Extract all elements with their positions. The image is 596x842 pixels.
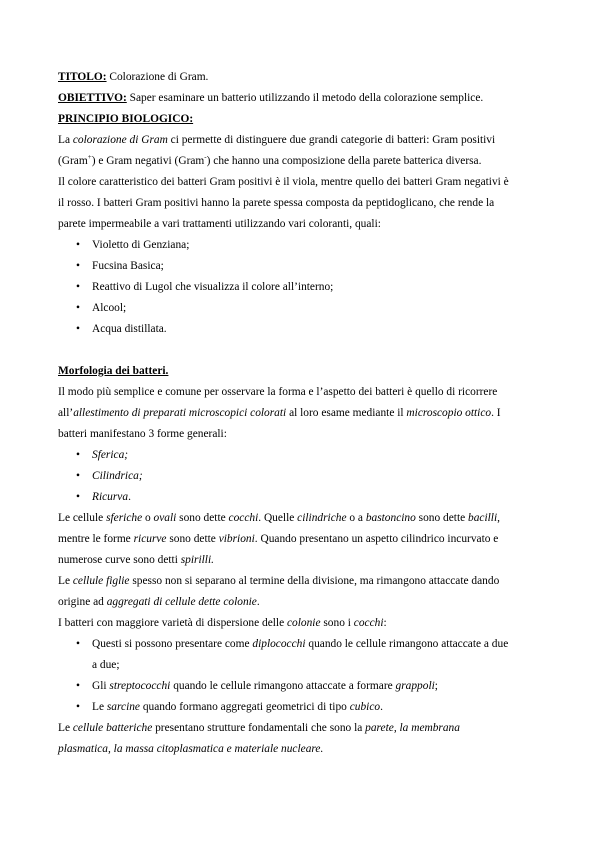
text-run-italic: ovali <box>153 512 177 524</box>
text-run: Le <box>92 701 107 713</box>
text-run: quando le cellule rimangono attaccate a due <box>305 638 509 650</box>
text-run: . <box>380 701 383 713</box>
title-label: TITOLO: <box>58 71 107 83</box>
text-run-italic: cocchi <box>228 512 259 524</box>
morphology-line-1: Il modo più semplice e comune per osservare la forma e l’aspetto dei batteri è quello di ricorrere <box>58 386 498 398</box>
text-run-italic: cilindriche <box>297 512 347 524</box>
bullet-icon: • <box>76 449 80 461</box>
text-run: (Gram <box>58 155 88 167</box>
list-item-text: Reattivo di Lugol che visualizza il colore all’interno; <box>92 281 334 293</box>
morphology-p2-line-1 <box>58 508 544 529</box>
text-run: I batteri con maggiore varietà di dispersione delle <box>58 617 287 629</box>
text-run-italic: plasmatica, la massa citoplasmatica e materiale nucleare. <box>58 743 324 755</box>
text-run: sono dette <box>415 512 469 524</box>
text-run-italic: sferiche <box>106 512 143 524</box>
text-run: Gli <box>92 680 110 692</box>
document-page <box>58 67 544 760</box>
bullet-icon: • <box>76 680 80 692</box>
text-run: ci permette di distinguere due grandi categorie di batteri: Gram positivi <box>167 134 496 146</box>
morphology-p2-line-3 <box>58 550 544 571</box>
list-item <box>58 298 544 319</box>
bullet-icon: • <box>76 323 80 335</box>
text-run: ; <box>434 680 438 692</box>
text-run: quando formano aggregati geometrici di tipo <box>139 701 350 713</box>
text-run-italic: grappoli <box>395 680 435 692</box>
objective-label: OBIETTIVO: <box>58 92 127 104</box>
text-run-italic: microscopio ottico <box>406 407 492 419</box>
text-run: all’ <box>58 407 74 419</box>
list-item <box>58 697 544 718</box>
text-run-italic: cellule figlie <box>72 575 130 587</box>
morphology-heading: Morfologia dei batteri. <box>58 365 169 377</box>
list-item-text: Violetto di Genziana; <box>92 239 190 251</box>
shapes-list <box>58 445 544 508</box>
text-run-italic: streptococchi <box>109 680 171 692</box>
list-item <box>58 277 544 298</box>
list-item <box>58 487 544 508</box>
morphology-p3-line-2 <box>58 592 544 613</box>
text-run: sono dette <box>166 533 219 545</box>
list-item <box>58 256 544 277</box>
text-run: . Quando presentano un aspetto cilindrico incurvato e <box>254 533 499 545</box>
principle-line-5: parete impermeabile a vari trattamenti utilizzando vari coloranti, quali: <box>58 218 381 230</box>
list-item-continuation: a due; <box>92 659 120 671</box>
text-run: mentre le forme <box>58 533 134 545</box>
list-item-text: Alcool; <box>92 302 127 314</box>
text-run: ) che hanno una composizione della parete batterica diversa. <box>206 155 482 167</box>
text-run: al loro esame mediante il <box>286 407 407 419</box>
reagent-list <box>58 235 544 340</box>
list-item <box>58 634 544 655</box>
text-run-italic: colonie <box>287 617 321 629</box>
list-item <box>58 676 544 697</box>
text-run: . I <box>491 407 501 419</box>
title-line <box>58 67 544 88</box>
bullet-icon: • <box>76 302 80 314</box>
blank-line <box>58 340 544 361</box>
morphology-line-2 <box>58 403 544 424</box>
text-run: Le <box>58 722 73 734</box>
list-item <box>58 466 544 487</box>
morphology-p2-line-2 <box>58 529 544 550</box>
text-run: origine ad <box>58 596 107 608</box>
text-run-italic: vibrioni <box>218 533 255 545</box>
text-run: sono dette <box>176 512 229 524</box>
text-run: Questi si possono presentare come <box>92 638 253 650</box>
bullet-icon: • <box>76 281 80 293</box>
text-run: numerose curve sono detti <box>58 554 181 566</box>
text-run: spesso non si separano al termine della divisione, ma rimangono attaccate dando <box>129 575 500 587</box>
morphology-line-3: batteri manifestano 3 forme generali: <box>58 428 227 440</box>
text-run-italic: ricurve <box>133 533 167 545</box>
principle-line-1 <box>58 130 544 151</box>
text-run: Le cellule <box>58 512 107 524</box>
text-run: , <box>497 512 500 524</box>
text-run: o <box>142 512 154 524</box>
principle-line-4: il rosso. I batteri Gram positivi hanno la parete spessa composta da peptidoglicano, che rende la <box>58 197 495 209</box>
morphology-p5-line-2 <box>58 739 544 760</box>
text-run: presentano strutture fondamentali che sono la <box>152 722 366 734</box>
text-run: quando le cellule rimangono attaccate a formare <box>170 680 396 692</box>
text-run: . Quelle <box>258 512 298 524</box>
text-run: ) e Gram negativi (Gram <box>91 155 205 167</box>
list-item-text: Sferica; <box>92 449 129 461</box>
text-run-italic: cubico <box>349 701 381 713</box>
list-item-text: Acqua distillata. <box>92 323 167 335</box>
text-run-italic: bastoncino <box>365 512 416 524</box>
text-run: La <box>58 134 73 146</box>
bullet-icon: • <box>76 239 80 251</box>
text-run: . <box>256 596 260 608</box>
text-run-italic: allestimento di preparati microscopici colorati <box>73 407 287 419</box>
list-item-text: Ricurva <box>92 491 129 503</box>
bullet-icon: • <box>76 491 80 503</box>
objective-text: Saper esaminare un batterio utilizzando il metodo della colorazione semplice. <box>126 92 484 104</box>
text-run-italic: colorazione di Gram <box>72 134 168 146</box>
principle-heading: PRINCIPIO BIOLOGICO: <box>58 113 194 125</box>
list-item-text: Fucsina Basica; <box>92 260 164 272</box>
text-run: . <box>128 491 131 503</box>
text-run-italic: cocchi <box>353 617 384 629</box>
bullet-icon: • <box>76 470 80 482</box>
list-item <box>58 319 544 340</box>
text-run: : <box>383 617 387 629</box>
text-run-italic: sarcine <box>106 701 140 713</box>
text-run-italic: aggregati di cellule dette colonie <box>106 596 257 608</box>
text-run-italic: bacilli <box>468 512 498 524</box>
superscript-plus: + <box>87 153 92 162</box>
principle-line-2 <box>58 151 544 172</box>
text-run: Le <box>58 575 73 587</box>
morphology-p4-line-1 <box>58 613 544 634</box>
text-run-italic: spirilli. <box>180 554 214 566</box>
text-run-italic: diplococchi <box>252 638 306 650</box>
bullet-icon: • <box>76 638 80 650</box>
list-item-text: Cilindrica; <box>92 470 143 482</box>
bullet-icon: • <box>76 260 80 272</box>
morphology-p5-line-1 <box>58 718 544 739</box>
list-item <box>58 445 544 466</box>
title-text: Colorazione di Gram. <box>106 71 209 83</box>
objective-line <box>58 88 544 109</box>
cocci-list <box>58 634 544 718</box>
superscript-minus: - <box>204 153 207 162</box>
morphology-p3-line-1 <box>58 571 544 592</box>
text-run: sono i <box>320 617 354 629</box>
bullet-icon: • <box>76 701 80 713</box>
text-run-italic: parete, la membrana <box>365 722 460 734</box>
principle-line-3: Il colore caratteristico dei batteri Gram positivi è il viola, mentre quello dei batteri Gram negativi è <box>58 176 509 188</box>
list-item <box>58 235 544 256</box>
text-run: o a <box>346 512 366 524</box>
text-run-italic: cellule batteriche <box>72 722 153 734</box>
